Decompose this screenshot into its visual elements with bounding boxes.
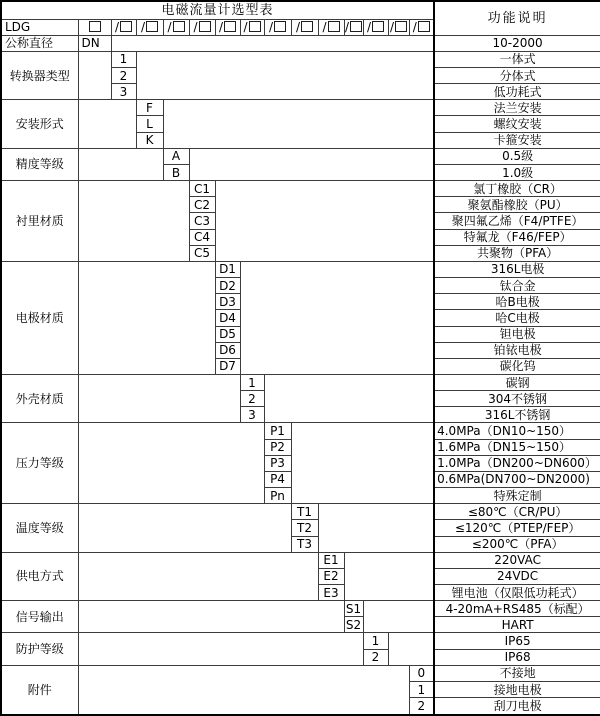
option-code: C2: [189, 197, 215, 213]
selector-box-icon: [418, 21, 430, 32]
code-slot-box: [409, 19, 434, 35]
function-desc: 接地电极: [434, 681, 600, 697]
option-code: 3: [240, 407, 264, 423]
empty-span: [240, 261, 434, 374]
category-label: 转换器类型: [1, 51, 78, 99]
selector-box-icon: [89, 21, 101, 32]
option-code: 0: [409, 665, 434, 681]
option-code: Pn: [264, 488, 291, 504]
function-column-header: 功能说明: [434, 1, 600, 35]
option-code: P4: [264, 471, 291, 487]
category-label: 防护等级: [1, 633, 78, 665]
code-slot-box: [363, 19, 388, 35]
empty-span: [163, 100, 434, 148]
code-slot-box: [215, 19, 240, 35]
slash-separator: /: [243, 20, 248, 35]
category-label: 安装形式: [1, 100, 78, 148]
function-desc: IP65: [434, 633, 600, 649]
function-desc: 哈C电极: [434, 310, 600, 326]
empty-span: [78, 504, 291, 552]
option-code: P1: [264, 423, 291, 439]
function-desc: 24VDC: [434, 568, 600, 584]
option-code: T2: [291, 520, 318, 536]
empty-span: [78, 665, 409, 715]
slash-separator: /: [389, 20, 395, 35]
category-label: 衬里材质: [1, 181, 78, 262]
function-desc: 0.5级: [434, 148, 600, 164]
code-slot-box: [291, 19, 318, 35]
slash-separator: /: [218, 20, 224, 35]
option-code: S2: [345, 617, 362, 632]
slash-separator: /: [322, 20, 327, 35]
option-code: F: [136, 100, 163, 116]
code-slot-box: [240, 19, 264, 35]
selector-box-icon: [224, 21, 236, 32]
option-code: L: [136, 116, 163, 132]
option-code: 2: [409, 698, 434, 715]
function-desc: 锂电池（仅限低功耗式）: [434, 585, 600, 601]
empty-span: [111, 35, 434, 51]
option-code: T3: [291, 536, 318, 552]
empty-span: [78, 601, 344, 633]
empty-span: [215, 181, 434, 262]
selector-box-icon: [249, 21, 261, 32]
option-code: P3: [264, 455, 291, 471]
option-code: D2: [215, 278, 240, 294]
empty-span: [78, 181, 189, 262]
option-code: 1: [409, 681, 434, 697]
table-title: 电磁流量计选型表: [1, 1, 434, 19]
option-code: C5: [189, 245, 215, 261]
function-desc: 10-2000: [434, 35, 600, 51]
empty-span: [363, 601, 434, 633]
option-code: 1: [111, 51, 136, 67]
code-slot-box: [163, 19, 189, 35]
dn-code: DN: [78, 35, 111, 51]
function-desc: 0.6MPa(DN700~DN2000): [434, 471, 600, 487]
empty-span: [189, 148, 434, 180]
option-code: D1: [215, 261, 240, 277]
slash-separator: /: [193, 20, 198, 35]
function-desc: 4-20mA+RS485（标配）: [434, 601, 600, 617]
function-desc: 法兰安装: [434, 100, 600, 116]
option-code: K: [136, 132, 163, 148]
function-desc: 氯丁橡胶（CR）: [434, 181, 600, 197]
selector-box-icon: [328, 21, 340, 32]
slash-separator: /: [412, 20, 417, 35]
empty-span: [78, 261, 215, 374]
option-code: A: [163, 148, 189, 164]
selector-box-icon: [173, 21, 185, 32]
option-code: P2: [264, 439, 291, 455]
category-label: 温度等级: [1, 504, 78, 552]
function-desc: 1.0MPa（DN200~DN600）: [434, 455, 600, 471]
selector-box-icon: [146, 21, 158, 32]
model-prefix: LDG: [1, 19, 78, 35]
selector-box-icon: [372, 21, 384, 32]
selector-box-icon: [274, 21, 286, 32]
function-desc: 304不锈钢: [434, 391, 600, 407]
option-code: 2: [363, 649, 388, 665]
function-desc: 卡箍安装: [434, 132, 600, 148]
empty-span: [318, 504, 434, 552]
function-desc: 316L不锈钢: [434, 407, 600, 423]
function-desc: IP68: [434, 649, 600, 665]
category-label: 电极材质: [1, 261, 78, 374]
option-code: B: [163, 164, 189, 180]
selector-box-icon: [301, 21, 313, 32]
function-desc: 220VAC: [434, 552, 600, 568]
category-label: 压力等级: [1, 423, 78, 504]
slash-separator: /: [268, 20, 274, 35]
function-desc: 低功耗式: [434, 84, 600, 100]
function-desc: 哈B电极: [434, 294, 600, 310]
slash-separator: /: [167, 20, 172, 35]
function-desc: ≤200℃（PFA）: [434, 536, 600, 552]
function-desc: 316L电极: [434, 261, 600, 277]
empty-span: [78, 552, 318, 600]
function-desc: 分体式: [434, 68, 600, 84]
option-code: C3: [189, 213, 215, 229]
code-slot-box: [189, 19, 215, 35]
option-code: S1: [345, 601, 362, 616]
category-label: 外壳材质: [1, 374, 78, 422]
function-desc: HART: [434, 617, 600, 633]
function-desc: 4.0MPa（DN10~150）: [434, 423, 600, 439]
option-code: C1: [189, 181, 215, 197]
option-code: E3: [318, 585, 344, 601]
category-label: 附件: [1, 665, 78, 715]
empty-span: [78, 423, 264, 504]
code-slot-box: [344, 19, 363, 35]
function-desc: 聚四氟乙烯（F4/PTFE）: [434, 213, 600, 229]
code-slot-box: [111, 19, 136, 35]
function-desc: 钽电极: [434, 326, 600, 342]
function-desc: 不接地: [434, 665, 600, 681]
option-code: D6: [215, 342, 240, 358]
empty-span: [78, 51, 111, 99]
option-code: 1: [240, 374, 264, 390]
function-desc: ≤80℃（CR/PU）: [434, 504, 600, 520]
option-code: D7: [215, 358, 240, 374]
function-desc: 一体式: [434, 51, 600, 67]
function-desc: 铂铱电极: [434, 342, 600, 358]
category-label: 公称直径: [1, 35, 78, 51]
empty-span: [78, 100, 136, 148]
option-code: D4: [215, 310, 240, 326]
option-code: T1: [291, 504, 318, 520]
empty-span: [136, 51, 434, 99]
function-desc: 1.6MPa（DN15~150）: [434, 439, 600, 455]
slash-separator: /: [140, 20, 146, 35]
option-code: E1: [318, 552, 344, 568]
category-label: 供电方式: [1, 552, 78, 600]
function-desc: ≤120℃（PTEP/FEP）: [434, 520, 600, 536]
function-desc: 特氟龙（F46/FEP）: [434, 229, 600, 245]
option-code: 1: [363, 633, 388, 649]
slash-separator: /: [366, 20, 372, 35]
selector-box-icon: [350, 21, 362, 32]
empty-span: [388, 633, 434, 665]
code-slot-box: [388, 19, 409, 35]
option-code: 2: [240, 391, 264, 407]
option-code: D5: [215, 326, 240, 342]
function-desc: 1.0级: [434, 164, 600, 180]
selector-box-icon: [395, 21, 407, 32]
function-desc: 碳钢: [434, 374, 600, 390]
empty-span: [78, 633, 363, 665]
function-desc: 碳化钨: [434, 358, 600, 374]
empty-span: [78, 374, 240, 422]
function-desc: 特殊定制: [434, 488, 600, 504]
option-code: 3: [111, 84, 136, 100]
category-label: 精度等级: [1, 148, 78, 180]
function-desc: 刮刀电极: [434, 698, 600, 715]
selector-box-icon: [199, 21, 211, 32]
selector-box-icon: [120, 21, 132, 32]
code-slot-box: [264, 19, 291, 35]
category-label: 信号输出: [1, 601, 78, 633]
slash-separator: /: [344, 20, 350, 35]
empty-span: [78, 148, 163, 180]
function-desc: 共聚物（PFA）: [434, 245, 600, 261]
function-desc: 螺纹安装: [434, 116, 600, 132]
empty-span: [264, 374, 434, 422]
option-code: 2: [111, 68, 136, 84]
empty-span: [344, 552, 434, 600]
option-code: C4: [189, 229, 215, 245]
option-code: D3: [215, 294, 240, 310]
slash-separator: /: [114, 20, 120, 35]
empty-span: [291, 423, 434, 504]
function-desc: 聚氨酯橡胶（PU）: [434, 197, 600, 213]
function-desc: 钛合金: [434, 278, 600, 294]
code-slot-box: [318, 19, 344, 35]
option-code: E2: [318, 568, 344, 584]
slash-separator: /: [295, 20, 301, 35]
dn-code-box: [78, 19, 111, 35]
code-slot-box: [136, 19, 163, 35]
